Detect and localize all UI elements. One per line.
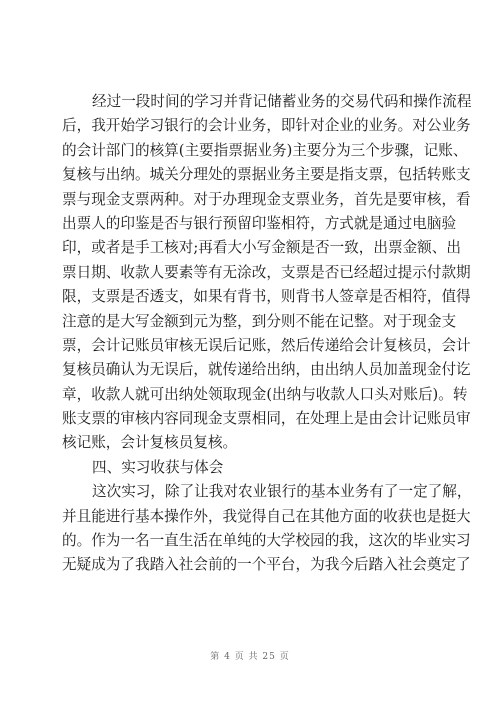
paragraph-line: 的。作为一名一直生活在单纯的大学校园的我，这次的毕业实习 [62, 532, 471, 550]
paragraph-line: 印，或者是手工核对;再看大小写金额是否一致，出票金额、出 [62, 239, 461, 257]
paragraph-line: 限，支票是否透支，如果有背书，则背书人签章是否相符，值得 [62, 288, 471, 306]
paragraph-line: 票与现金支票两种。对于办理现金支票业务，首先是要审核，看 [62, 190, 471, 208]
paragraph-line: 的会计部门的核算(主要指票据业务)主要分为三个步骤，记账、 [62, 141, 468, 159]
paragraph-line: 这次实习，除了让我对农业银行的基本业务有了一定了解， [92, 483, 472, 501]
paragraph-line: 章，收款人就可出纳处领取现金(出纳与收款人口头对账后)。转 [62, 385, 468, 403]
paragraph-line: 票日期、收款人要素等有无涂改，支票是否已经超过提示付款期 [62, 263, 471, 281]
paragraph-line: 票，会计记账员审核无误后记账，然后传递给会计复核员，会计 [62, 336, 471, 354]
paragraph-line: 经过一段时间的学习并背记储蓄业务的交易代码和操作流程 [92, 93, 472, 110]
paragraph-line: 后，我开始学习银行的会计业务，即针对企业的业务。对公业务 [62, 117, 471, 135]
paragraph-line: 无疑成为了我踏入社会前的一个平台，为我今后踏入社会奠定了 [62, 556, 471, 574]
paragraph-line: 复核员确认为无误后，就传递给出纳，由出纳人员加盖现金付讫 [62, 361, 471, 379]
paragraph-line: 出票人的印鉴是否与银行预留印鉴相符，方式就是通过电脑验 [62, 214, 457, 232]
body-text [62, 90, 472, 578]
paragraph-line: 并且能进行基本操作外，我觉得自己在其他方面的收获也是挺大 [62, 507, 471, 525]
section-heading: 四、实习收获与体会 [92, 458, 224, 476]
paragraph-line: 核记账，会计复核员复核。 [62, 434, 238, 452]
paragraph-line: 注意的是大写金额到元为整，到分则不能在记整。对于现金支 [62, 312, 457, 330]
paragraph-line: 账支票的审核内容同现金支票相同，在处理上是由会计记账员审 [62, 410, 471, 428]
paragraph-line: 复核与出纳。城关分理处的票据业务主要是指支票，包括转账支 [62, 166, 471, 184]
page-number: 第 4 页 共 25 页 [210, 652, 290, 662]
